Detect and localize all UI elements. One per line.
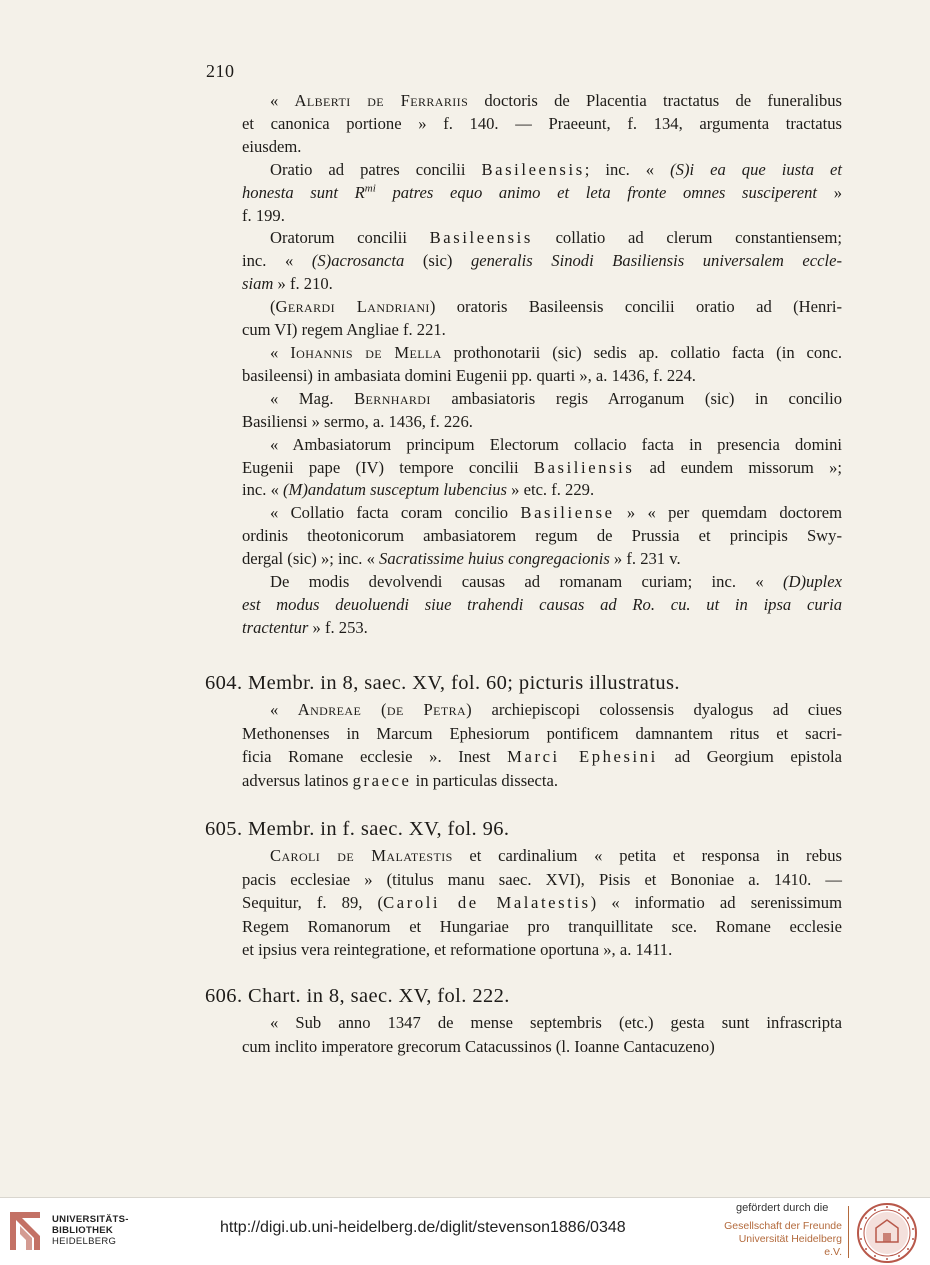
text-run: Basiliense xyxy=(520,503,615,523)
university-seal-icon xyxy=(856,1202,918,1264)
text-line xyxy=(242,250,842,273)
catalogue-entry xyxy=(242,159,842,228)
text-run: Alberti de Ferrariis xyxy=(294,91,469,110)
text-run: Eugenii pape (IV) tempore concilii xyxy=(242,457,534,477)
page-number: 210 xyxy=(206,61,235,81)
text-line xyxy=(242,891,842,915)
manuscript-description xyxy=(242,844,842,962)
text-line xyxy=(242,205,842,228)
text-run: Andreae (de Petra) xyxy=(297,700,473,719)
text-run: (D)uplex xyxy=(783,572,842,592)
text-line xyxy=(242,915,842,939)
text-line xyxy=(242,868,842,892)
library-name-line3: HEIDELBERG xyxy=(52,1236,117,1247)
text-run: ) « informatio ad serenissimum xyxy=(590,893,842,912)
text-line xyxy=(242,273,842,296)
text-run: ambasiatoris regis Arroganum (sic) in concilio xyxy=(430,388,842,408)
text-run: tractentur xyxy=(242,617,309,637)
text-run: Oratorum concilii xyxy=(270,228,430,248)
sponsor-label: gefördert durch die xyxy=(736,1202,829,1214)
text-run: « Sub anno 1347 de mense septembris (etc.) gesta sunt infrascripta xyxy=(270,1013,842,1032)
text-line xyxy=(242,434,842,457)
text-run: ordinis theotonicorum ambasiatorem regum de Prussia et principis Swy- xyxy=(242,526,842,546)
text-run: et canonica portione » f. 140. — Praeeunt, f. 134, argumenta tractatus xyxy=(242,113,842,133)
text-line xyxy=(242,1011,842,1035)
text-run: Iohannis de Mella xyxy=(290,342,442,362)
text-run: « Mag. xyxy=(270,388,355,408)
text-run: et ipsius vera reintegratione, et reformatione oportuna », a. 1411. xyxy=(242,940,673,959)
text-run: » f. 210. xyxy=(273,274,333,294)
text-run: basileensi) in ambasiata domini Eugenii pp. quarti », a. 1436, f. 224. xyxy=(242,365,696,385)
text-run: ad eundem missorum »; xyxy=(634,457,842,477)
text-run: » etc. f. 229. xyxy=(507,480,595,500)
permalink-url[interactable]: http://digi.ub.uni-heidelberg.de/diglit/stevenson1886/0348 xyxy=(220,1219,626,1236)
catalogue-entry xyxy=(242,342,842,388)
text-run: « xyxy=(270,342,291,362)
text-run: siam xyxy=(242,274,274,294)
catalogue-entry xyxy=(242,502,842,571)
text-line xyxy=(242,745,842,769)
library-name xyxy=(52,1214,129,1247)
manuscript-heading: 604. Membr. in 8, saec. XV, fol. 60; picturis illustratus. xyxy=(205,672,680,694)
catalogue-entry xyxy=(242,90,842,159)
text-run: Sacratissime huius congregacionis xyxy=(379,549,610,569)
text-run: prothonotarii (sic) sedis ap. collatio facta (in conc. xyxy=(441,342,842,362)
catalogue-entry xyxy=(242,571,842,640)
text-run: (M)andatum susceptum lubencius xyxy=(283,480,507,500)
library-name-line1: UNIVERSITÄTS- xyxy=(52,1214,129,1225)
text-line xyxy=(242,296,842,319)
ub-heidelberg-logo-icon xyxy=(10,1208,44,1254)
text-line xyxy=(242,136,842,159)
text-line xyxy=(242,722,842,746)
text-run: doctoris de Placentia tractatus de funeralibus xyxy=(468,91,842,110)
text-line xyxy=(242,525,842,548)
text-run: est modus deuoluendi siue trahendi causas ad Ro. cu. ut in ipsa curia xyxy=(242,594,842,614)
catalogue-entry xyxy=(242,434,842,503)
sponsor-name-line1: Gesellschaft der Freunde xyxy=(724,1220,842,1232)
text-line xyxy=(242,938,842,962)
text-run: » f. 231 v. xyxy=(609,549,681,569)
text-run: » f. 253. xyxy=(308,617,368,637)
text-line xyxy=(242,457,842,480)
text-line xyxy=(242,227,842,250)
digitization-footer xyxy=(0,1197,930,1265)
text-line xyxy=(242,182,842,205)
text-run: dergal (sic) »; inc. « xyxy=(242,549,380,569)
text-line xyxy=(242,159,842,182)
text-line xyxy=(242,113,842,136)
text-line xyxy=(242,502,842,525)
text-line xyxy=(242,617,842,640)
text-run: pacis ecclesiae » (titulus manu saec. XVI), Pisis et Bononiae a. 1410. — xyxy=(242,869,842,889)
sponsor-name-line2: Universität Heidelberg e.V. xyxy=(738,1233,842,1258)
text-run: in particulas dissecta. xyxy=(411,770,559,790)
library-name-line2: BIBLIOTHEK xyxy=(52,1225,114,1236)
text-run: inc. « xyxy=(242,480,284,500)
text-run: Oratio ad patres concilii xyxy=(270,159,482,179)
text-line xyxy=(242,844,842,868)
text-run: « xyxy=(270,91,295,110)
catalogue-entry xyxy=(242,388,842,434)
text-line xyxy=(242,411,842,434)
text-run: archiepiscopi colossensis dyalogus ad ciues xyxy=(472,700,842,719)
text-run: ) oratoris Basileensis concilii oratio ad (Henri- xyxy=(429,297,842,317)
text-run: » « per quemdam doctorem xyxy=(614,503,842,523)
text-run: patres equo animo et leta fronte omnes susciperent xyxy=(375,182,818,202)
text-run: mi xyxy=(364,182,376,195)
text-run: Methonenses in Marcum Ephesiorum pontificem damnantem ritus et sacri- xyxy=(242,723,842,743)
text-run: f. 199. xyxy=(242,205,285,225)
text-run: Basileensis xyxy=(429,228,533,248)
text-run: ad Georgium epistola xyxy=(657,747,842,766)
text-line xyxy=(242,698,842,722)
text-run: adversus latinos xyxy=(242,770,353,790)
text-run: (sic) xyxy=(404,251,471,271)
catalogue-entry xyxy=(242,296,842,342)
text-line xyxy=(242,594,842,617)
text-run: ficia Romane ecclesie ». Inest xyxy=(242,747,508,766)
text-run: inc. « xyxy=(242,251,312,271)
text-line xyxy=(242,319,842,342)
sponsor-name xyxy=(722,1220,842,1259)
text-run: eiusdem. xyxy=(242,136,302,156)
text-run: honesta sunt R xyxy=(242,182,365,202)
text-run: Caroli de Malatestis xyxy=(383,893,591,912)
manuscript-description xyxy=(242,698,842,792)
catalogue-entry xyxy=(242,227,842,296)
manuscript-description xyxy=(242,1011,842,1058)
text-run: Basiliensis xyxy=(533,457,635,477)
text-line xyxy=(242,342,842,365)
text-run: « Collatio facta coram concilio xyxy=(270,503,521,523)
text-run: cum inclito imperatore grecorum Catacussinos (l. Ioanne Cantacuzeno) xyxy=(242,1036,715,1056)
text-line xyxy=(242,1035,842,1059)
text-run: collatio ad clerum constantiensem; xyxy=(532,228,842,248)
text-run: » xyxy=(817,182,843,202)
text-run: graece xyxy=(352,770,412,790)
text-run: Regem Romanorum et Hungariae pro tranquillitate sce. Romane ecclesie xyxy=(242,916,842,936)
text-line xyxy=(242,571,842,594)
text-run: « Ambasiatorum principum Electorum collacio facta in presencia domini xyxy=(270,434,842,454)
text-run: Marci Ephesini xyxy=(507,747,658,766)
text-run: ( xyxy=(270,297,276,317)
text-run: Gerardi Landriani xyxy=(275,297,430,317)
text-run: De modis devolvendi causas ad romanam curiam; inc. « xyxy=(270,572,784,592)
text-run: generalis Sinodi Basiliensis universalem eccle- xyxy=(470,251,843,271)
text-run: Basileensis xyxy=(481,159,585,179)
text-run: Sequitur, f. 89, ( xyxy=(242,893,384,912)
text-line xyxy=(242,365,842,388)
text-line xyxy=(242,548,842,571)
text-line xyxy=(242,388,842,411)
text-run: Bernhardi xyxy=(354,388,431,408)
text-run: (S)i ea que iusta et xyxy=(670,159,842,179)
text-run: ; inc. « xyxy=(584,159,671,179)
text-run: cum VI) regem Angliae f. 221. xyxy=(242,320,446,340)
manuscript-heading: 606. Chart. in 8, saec. XV, fol. 222. xyxy=(205,985,510,1007)
manuscript-heading: 605. Membr. in f. saec. XV, fol. 96. xyxy=(205,818,510,840)
text-line xyxy=(242,90,842,113)
text-run: Caroli de Malatestis xyxy=(270,846,453,865)
catalogue-entries xyxy=(242,90,842,640)
sponsor-divider xyxy=(848,1206,849,1258)
text-run: (S)acrosancta xyxy=(311,251,405,271)
text-run: « xyxy=(270,700,298,719)
text-run: et cardinalium « petita et responsa in rebus xyxy=(452,846,842,865)
text-line xyxy=(242,769,842,793)
text-run: Basiliensi » sermo, a. 1436, f. 226. xyxy=(242,411,473,431)
text-line xyxy=(242,479,842,502)
